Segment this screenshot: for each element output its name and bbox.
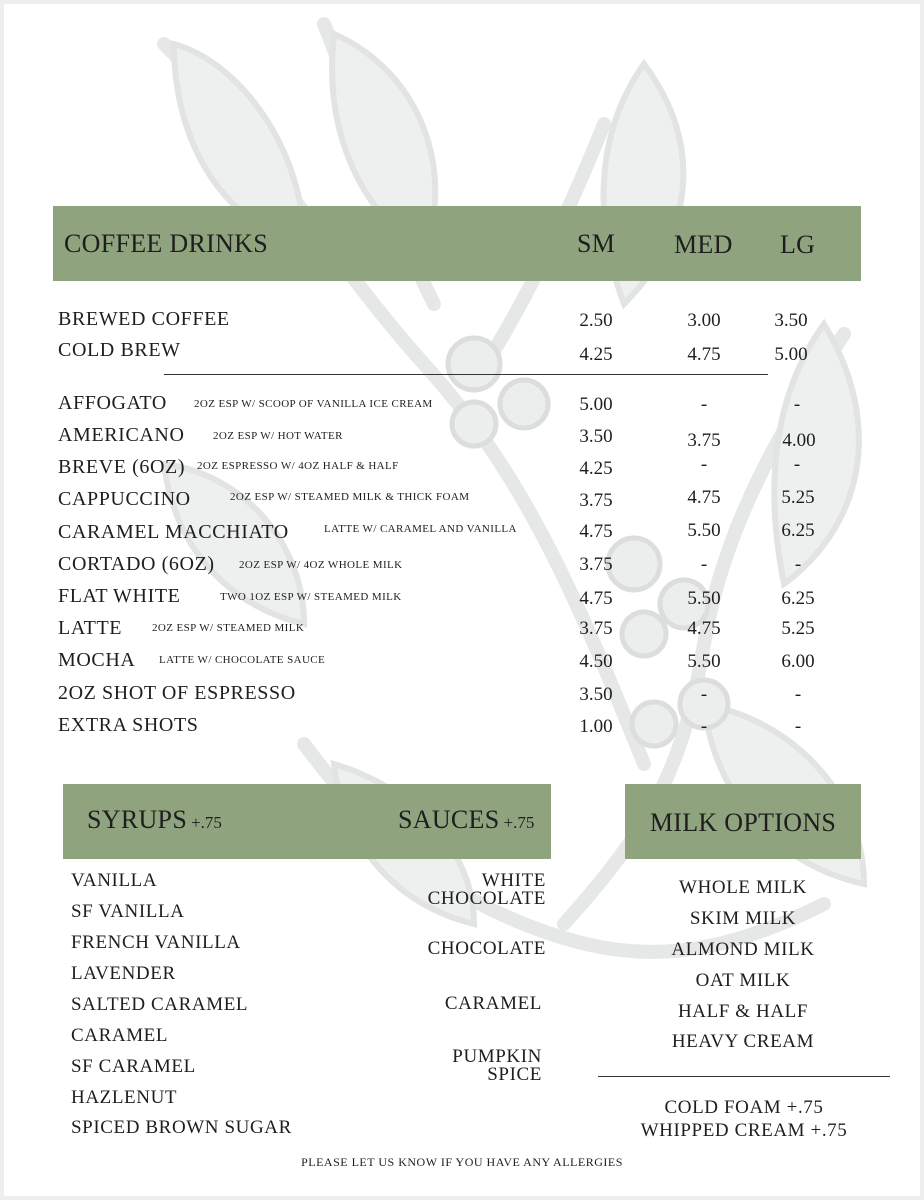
size-med-heading: MED [674, 230, 733, 259]
menu-item-name: BREWED COFFEE [58, 308, 230, 330]
syrup-item: HAZLENUT [71, 1087, 178, 1108]
price-med: - [700, 554, 708, 575]
price-lg: 4.00 [782, 430, 816, 451]
price-sm: 4.25 [579, 344, 613, 365]
menu-item-name: CARAMEL MACCHIATO [58, 521, 289, 543]
syrups-title [87, 805, 222, 835]
price-lg: - [794, 716, 802, 737]
syrup-item: CARAMEL [71, 1025, 169, 1046]
size-lg-heading: LG [780, 230, 816, 259]
price-sm: 3.50 [579, 426, 613, 447]
menu-item-description: 2OZ ESPRESSO W/ 4OZ HALF & HALF [197, 460, 399, 472]
milk-item: WHOLE MILK [679, 877, 807, 898]
milk-item: HEAVY CREAM [671, 1031, 815, 1052]
price-med: 4.75 [687, 344, 721, 365]
menu-item-name: BREVE (6OZ) [58, 456, 186, 478]
price-med: 5.50 [687, 588, 721, 609]
sauces-price: +.75 [503, 813, 535, 832]
price-med: 5.50 [687, 651, 721, 672]
sauce-item-line1: WHITE [481, 870, 546, 891]
menu-item-name: COLD BREW [58, 339, 181, 361]
price-sm: 4.50 [579, 651, 613, 672]
price-med: 5.50 [687, 520, 721, 541]
sauces-title [398, 805, 534, 835]
price-sm: 2.50 [579, 310, 613, 331]
sauces-title-text: SAUCES [398, 805, 500, 834]
price-med: 3.75 [687, 430, 721, 451]
price-sm: 3.75 [579, 490, 613, 511]
price-sm: 4.75 [579, 521, 613, 542]
allergy-note: PLEASE LET US KNOW IF YOU HAVE ANY ALLERGIES [301, 1155, 623, 1169]
price-med: 4.75 [687, 487, 721, 508]
price-sm: 1.00 [579, 716, 613, 737]
size-sm-heading: SM [577, 229, 616, 258]
menu-item-description: 2OZ ESP W/ STEAMED MILK & THICK FOAM [230, 491, 470, 503]
menu-item-name: EXTRA SHOTS [58, 714, 199, 736]
syrup-item: FRENCH VANILLA [71, 932, 241, 953]
syrup-item: LAVENDER [71, 963, 176, 984]
menu-item-name: CAPPUCCINO [58, 488, 191, 510]
coffee-section-title: COFFEE DRINKS [64, 229, 268, 258]
milk-item: ALMOND MILK [671, 939, 815, 960]
menu-item-name: AFFOGATO [58, 392, 167, 414]
sauce-item [364, 940, 546, 958]
sauce-item [364, 872, 546, 908]
sauce-item [364, 1048, 542, 1084]
menu-item-description: LATTE W/ CARAMEL AND VANILLA [324, 523, 517, 535]
price-sm: 3.50 [579, 684, 613, 705]
price-sm: 4.25 [579, 458, 613, 479]
price-sm: 3.75 [579, 554, 613, 575]
sauce-item-line2: CHOCOLATE [427, 888, 546, 909]
menu-item-name: MOCHA [58, 649, 136, 671]
milk-item: SKIM MILK [689, 908, 797, 929]
milk-extra: WHIPPED CREAM +.75 [640, 1120, 848, 1141]
price-lg: - [794, 554, 802, 575]
price-med: - [700, 454, 708, 475]
sauce-item-line1: PUMPKIN [452, 1046, 542, 1067]
syrup-item: SF CARAMEL [71, 1056, 196, 1077]
menu-item-description: 2OZ ESP W/ STEAMED MILK [152, 622, 305, 634]
milk-extra: COLD FOAM +.75 [664, 1097, 824, 1118]
syrup-item: SALTED CARAMEL [71, 994, 249, 1015]
price-med: - [700, 716, 708, 737]
price-med: - [700, 684, 708, 705]
menu-item-name: AMERICANO [58, 424, 185, 446]
price-lg: 5.25 [781, 618, 815, 639]
syrup-item: VANILLA [71, 870, 158, 891]
menu-item-name: LATTE [58, 617, 123, 639]
price-lg: 5.25 [781, 487, 815, 508]
menu-item-name: CORTADO (6OZ) [58, 553, 215, 575]
syrups-price: +.75 [191, 813, 222, 832]
sauce-item-line1: CARAMEL [444, 993, 542, 1014]
price-lg: 3.50 [774, 310, 808, 331]
price-lg: 5.00 [774, 344, 808, 365]
price-sm: 3.75 [579, 618, 613, 639]
milk-divider [598, 1076, 890, 1077]
syrup-item: SF VANILLA [71, 901, 185, 922]
menu-item-description: LATTE W/ CHOCOLATE SAUCE [159, 654, 326, 666]
price-lg: 6.25 [781, 520, 815, 541]
menu-item-description: 2OZ ESP W/ HOT WATER [213, 430, 343, 442]
sauce-item-line1: CHOCOLATE [427, 938, 546, 959]
price-sm: 5.00 [579, 394, 613, 415]
menu-item-description: TWO 1OZ ESP W/ STEAMED MILK [220, 591, 402, 603]
milk-title: MILK OPTIONS [649, 808, 837, 837]
section-divider [164, 374, 768, 375]
price-sm: 4.75 [579, 588, 613, 609]
price-lg: - [793, 454, 801, 475]
price-med: 3.00 [687, 310, 721, 331]
price-lg: - [794, 684, 802, 705]
milk-item: OAT MILK [695, 970, 791, 991]
syrups-title-text: SYRUPS [87, 805, 188, 834]
menu-item-description: 2OZ ESP W/ 4OZ WHOLE MILK [239, 559, 403, 571]
price-med: 4.75 [687, 618, 721, 639]
menu-page [4, 4, 920, 1196]
sauce-item [364, 995, 542, 1013]
syrup-item: SPICED BROWN SUGAR [71, 1117, 292, 1138]
milk-item: HALF & HALF [677, 1001, 809, 1022]
price-med: - [700, 394, 708, 415]
menu-item-name: 2OZ SHOT OF ESPRESSO [58, 682, 296, 704]
price-lg: - [793, 394, 801, 415]
price-lg: 6.25 [781, 588, 815, 609]
menu-item-description: 2OZ ESP W/ SCOOP OF VANILLA ICE CREAM [194, 398, 433, 410]
sauce-item-line2: SPICE [487, 1064, 542, 1085]
price-lg: 6.00 [781, 651, 815, 672]
menu-item-name: FLAT WHITE [58, 585, 181, 607]
